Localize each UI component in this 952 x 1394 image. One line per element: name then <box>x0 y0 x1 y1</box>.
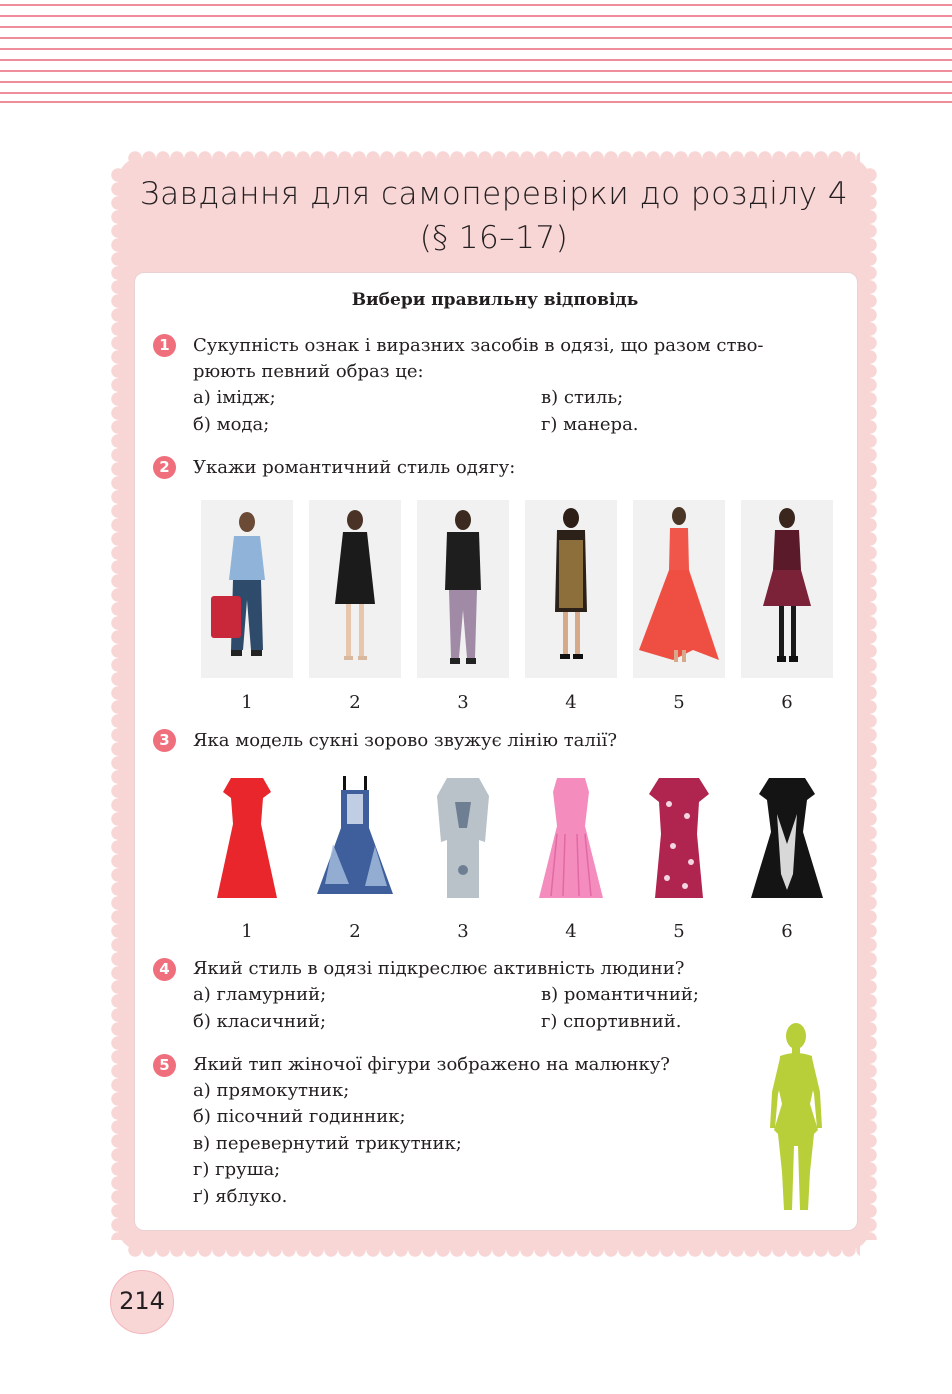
female-figure-silhouette-icon <box>764 1022 828 1214</box>
question-4-text: Який стиль в одязі підкреслює активність людини? <box>193 958 685 979</box>
outfit-label-4: 4 <box>565 692 577 713</box>
page-title <box>118 172 870 260</box>
question-4-option-v[interactable]: в) романтичний; <box>541 984 699 1005</box>
outfit-photo-3[interactable] <box>417 500 509 678</box>
question-5-option-b[interactable]: б) пісочний годинник; <box>193 1106 406 1127</box>
outfit-label-3: 3 <box>457 692 469 713</box>
question-number-5: 5 <box>153 1054 176 1077</box>
title-line-1: Завдання для самоперевірки до розділу 4 <box>139 176 849 212</box>
outfit-photo-2[interactable] <box>309 500 401 678</box>
question-4-option-g[interactable]: г) спортивний. <box>541 1011 682 1032</box>
dress-image-6[interactable] <box>741 774 833 904</box>
outfit-label-5: 5 <box>673 692 685 713</box>
outfit-label-2: 2 <box>349 692 361 713</box>
page-number: 214 <box>110 1270 174 1334</box>
question-4-option-a[interactable]: а) гламурний; <box>193 984 327 1005</box>
question-5-option-a[interactable]: а) прямокутник; <box>193 1080 350 1101</box>
question-4-option-b[interactable]: б) класичний; <box>193 1011 327 1032</box>
dress-label-5: 5 <box>673 921 685 942</box>
question-2-text: Укажи романтичний стиль одягу: <box>193 457 516 478</box>
outfit-label-6: 6 <box>781 692 793 713</box>
question-5-option-g[interactable]: г) груша; <box>193 1159 281 1180</box>
outfit-photo-6[interactable] <box>741 500 833 678</box>
header-stripes <box>0 0 952 104</box>
question-1-text-line-2: рюють певний образ це: <box>193 361 424 382</box>
outfit-photo-1[interactable] <box>201 500 293 678</box>
title-line-2: (§ 16–17) <box>419 220 569 256</box>
question-1-option-b[interactable]: б) мода; <box>193 414 270 435</box>
dress-label-4: 4 <box>565 921 577 942</box>
dress-image-1[interactable] <box>201 774 293 904</box>
dress-image-4[interactable] <box>525 774 617 904</box>
frame-scallop-right <box>863 168 877 1240</box>
question-number-4: 4 <box>153 958 176 981</box>
instruction: Вибери правильну відповідь <box>351 290 639 310</box>
dress-label-3: 3 <box>457 921 469 942</box>
frame-scallop-left <box>111 168 125 1240</box>
dress-label-2: 2 <box>349 921 361 942</box>
outfit-photo-5[interactable] <box>633 500 725 678</box>
question-1-option-a[interactable]: а) імідж; <box>193 387 276 408</box>
outfit-label-1: 1 <box>241 692 253 713</box>
dress-image-3[interactable] <box>417 774 509 904</box>
question-number-1: 1 <box>153 334 176 357</box>
question-5-option-v[interactable]: в) перевернутий трикутник; <box>193 1133 462 1154</box>
dress-image-5[interactable] <box>633 774 725 904</box>
frame-scallop-top <box>128 151 860 165</box>
frame-scallop-bottom <box>128 1243 860 1257</box>
question-3-text: Яка модель сукні зорово звужує лінію талії? <box>193 730 617 751</box>
question-number-2: 2 <box>153 456 176 479</box>
dress-label-1: 1 <box>241 921 253 942</box>
dress-image-2[interactable] <box>309 774 401 904</box>
question-1-option-v[interactable]: в) стиль; <box>541 387 624 408</box>
outfit-photo-4[interactable] <box>525 500 617 678</box>
dress-label-6: 6 <box>781 921 793 942</box>
question-1-text-line-1: Сукупність ознак і виразних засобів в одязі, що разом ство- <box>193 335 764 356</box>
question-5-text: Який тип жіночої фігури зображено на малюнку? <box>193 1054 670 1075</box>
question-5-option-gg[interactable]: ґ) яблуко. <box>193 1186 288 1207</box>
question-1-option-g[interactable]: г) манера. <box>541 414 639 435</box>
question-number-3: 3 <box>153 729 176 752</box>
